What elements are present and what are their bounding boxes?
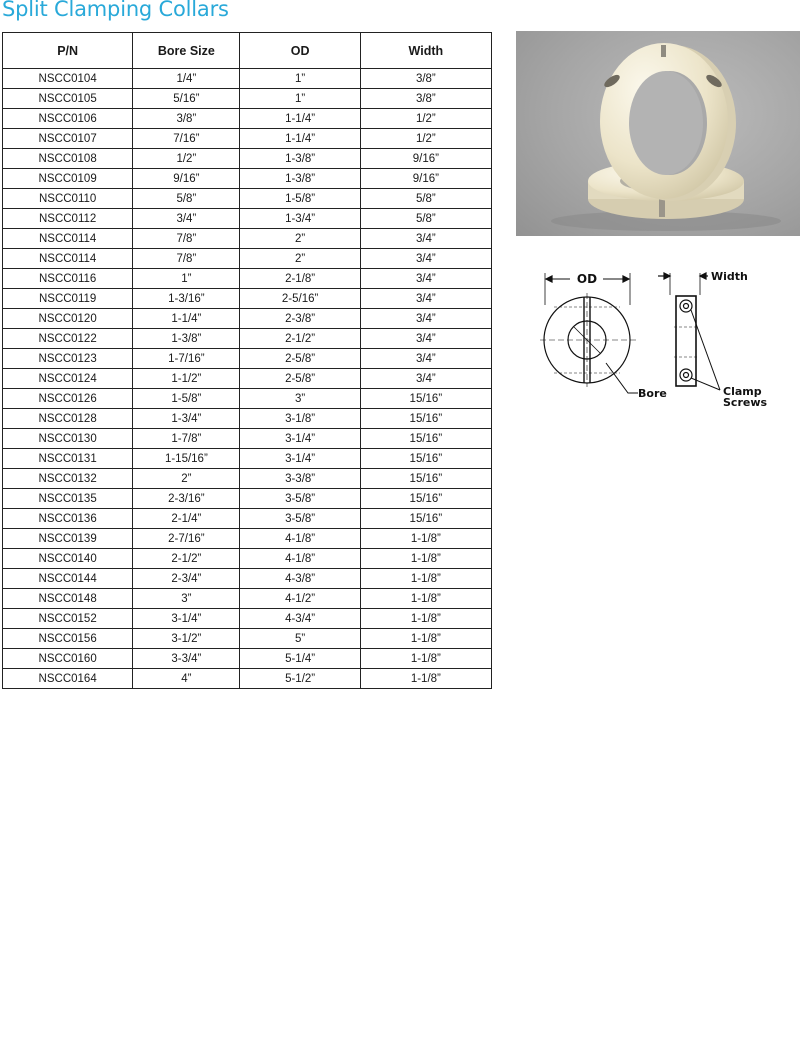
table-row bbox=[3, 249, 492, 269]
table-row bbox=[3, 589, 492, 609]
cell-width: 3/4” bbox=[360, 249, 491, 269]
cell-pn: NSCC0120 bbox=[3, 309, 133, 329]
cell-bore-size: 1-1/2” bbox=[133, 369, 240, 389]
cell-pn: NSCC0114 bbox=[3, 249, 133, 269]
cell-pn: NSCC0160 bbox=[3, 649, 133, 669]
cell-width: 3/8” bbox=[360, 69, 491, 89]
header-pn: P/N bbox=[3, 33, 133, 69]
cell-od: 3-1/4” bbox=[240, 449, 360, 469]
cell-pn: NSCC0123 bbox=[3, 349, 133, 369]
cell-width: 15/16” bbox=[360, 409, 491, 429]
table-row bbox=[3, 209, 492, 229]
cell-bore-size: 2-1/2” bbox=[133, 549, 240, 569]
cell-width: 1-1/8” bbox=[360, 669, 491, 689]
cell-width: 3/4” bbox=[360, 329, 491, 349]
cell-width: 3/4” bbox=[360, 269, 491, 289]
cell-bore-size: 7/16” bbox=[133, 129, 240, 149]
cell-od: 1-1/4” bbox=[240, 109, 360, 129]
cell-width: 3/4” bbox=[360, 369, 491, 389]
cell-od: 2-5/16” bbox=[240, 289, 360, 309]
cell-bore-size: 1-3/4” bbox=[133, 409, 240, 429]
cell-width: 15/16” bbox=[360, 489, 491, 509]
cell-pn: NSCC0110 bbox=[3, 189, 133, 209]
table-row bbox=[3, 429, 492, 449]
cell-width: 15/16” bbox=[360, 389, 491, 409]
table-row bbox=[3, 289, 492, 309]
cell-od: 2-5/8” bbox=[240, 349, 360, 369]
spec-table bbox=[2, 32, 492, 689]
cell-pn: NSCC0131 bbox=[3, 449, 133, 469]
cell-bore-size: 1-1/4” bbox=[133, 309, 240, 329]
cell-pn: NSCC0122 bbox=[3, 329, 133, 349]
header-od: OD bbox=[240, 33, 360, 69]
cell-pn: NSCC0140 bbox=[3, 549, 133, 569]
cell-pn: NSCC0107 bbox=[3, 129, 133, 149]
cell-width: 1/2” bbox=[360, 129, 491, 149]
table-row bbox=[3, 189, 492, 209]
table-row bbox=[3, 389, 492, 409]
cell-od: 4-3/8” bbox=[240, 569, 360, 589]
cell-od: 3-5/8” bbox=[240, 489, 360, 509]
cell-bore-size: 2-3/4” bbox=[133, 569, 240, 589]
cell-od: 2-1/2” bbox=[240, 329, 360, 349]
table-row bbox=[3, 149, 492, 169]
cell-bore-size: 2-3/16” bbox=[133, 489, 240, 509]
cell-bore-size: 7/8” bbox=[133, 229, 240, 249]
cell-width: 9/16” bbox=[360, 149, 491, 169]
table-row bbox=[3, 569, 492, 589]
cell-od: 4-3/4” bbox=[240, 609, 360, 629]
cell-pn: NSCC0119 bbox=[3, 289, 133, 309]
cell-pn: NSCC0105 bbox=[3, 89, 133, 109]
cell-od: 3” bbox=[240, 389, 360, 409]
cell-bore-size: 4” bbox=[133, 669, 240, 689]
cell-bore-size: 3-3/4” bbox=[133, 649, 240, 669]
cell-bore-size: 5/8” bbox=[133, 189, 240, 209]
cell-pn: NSCC0108 bbox=[3, 149, 133, 169]
cell-pn: NSCC0104 bbox=[3, 69, 133, 89]
cell-bore-size: 2” bbox=[133, 469, 240, 489]
cell-width: 1-1/8” bbox=[360, 529, 491, 549]
collar-diagram bbox=[540, 265, 795, 410]
cell-bore-size: 1-7/16” bbox=[133, 349, 240, 369]
cell-width: 3/4” bbox=[360, 289, 491, 309]
clamp-label-line2: Screws bbox=[723, 396, 768, 409]
cell-od: 1-5/8” bbox=[240, 189, 360, 209]
cell-bore-size: 1-7/8” bbox=[133, 429, 240, 449]
cell-pn: NSCC0116 bbox=[3, 269, 133, 289]
table-row bbox=[3, 269, 492, 289]
cell-pn: NSCC0126 bbox=[3, 389, 133, 409]
cell-bore-size: 3/4” bbox=[133, 209, 240, 229]
cell-od: 1” bbox=[240, 69, 360, 89]
cell-width: 15/16” bbox=[360, 429, 491, 449]
cell-width: 1/2” bbox=[360, 109, 491, 129]
cell-od: 4-1/2” bbox=[240, 589, 360, 609]
table-row bbox=[3, 529, 492, 549]
table-row bbox=[3, 629, 492, 649]
table-row bbox=[3, 309, 492, 329]
cell-od: 2” bbox=[240, 249, 360, 269]
cell-od: 2-1/8” bbox=[240, 269, 360, 289]
cell-od: 2” bbox=[240, 229, 360, 249]
cell-pn: NSCC0164 bbox=[3, 669, 133, 689]
cell-width: 15/16” bbox=[360, 449, 491, 469]
cell-bore-size: 3/8” bbox=[133, 109, 240, 129]
cell-bore-size: 1-3/16” bbox=[133, 289, 240, 309]
cell-width: 1-1/8” bbox=[360, 609, 491, 629]
cell-width: 1-1/8” bbox=[360, 549, 491, 569]
table-row bbox=[3, 609, 492, 629]
cell-od: 4-1/8” bbox=[240, 549, 360, 569]
table-row bbox=[3, 169, 492, 189]
table-row bbox=[3, 409, 492, 429]
table-row bbox=[3, 69, 492, 89]
table-row bbox=[3, 449, 492, 469]
cell-bore-size: 5/16” bbox=[133, 89, 240, 109]
table-row bbox=[3, 509, 492, 529]
cell-width: 9/16” bbox=[360, 169, 491, 189]
cell-od: 3-5/8” bbox=[240, 509, 360, 529]
cell-bore-size: 1-5/8” bbox=[133, 389, 240, 409]
width-label: Width bbox=[711, 270, 748, 283]
cell-od: 1-3/8” bbox=[240, 169, 360, 189]
cell-bore-size: 1-15/16” bbox=[133, 449, 240, 469]
cell-width: 3/4” bbox=[360, 229, 491, 249]
table-row bbox=[3, 489, 492, 509]
table-row bbox=[3, 369, 492, 389]
cell-width: 5/8” bbox=[360, 189, 491, 209]
cell-od: 5” bbox=[240, 629, 360, 649]
cell-bore-size: 1-3/8” bbox=[133, 329, 240, 349]
table-row bbox=[3, 89, 492, 109]
cell-od: 1-1/4” bbox=[240, 129, 360, 149]
table-row bbox=[3, 329, 492, 349]
cell-pn: NSCC0109 bbox=[3, 169, 133, 189]
cell-width: 1-1/8” bbox=[360, 589, 491, 609]
od-label: OD bbox=[576, 272, 598, 286]
cell-od: 1-3/8” bbox=[240, 149, 360, 169]
cell-bore-size: 1/4” bbox=[133, 69, 240, 89]
cell-od: 3-3/8” bbox=[240, 469, 360, 489]
cell-pn: NSCC0156 bbox=[3, 629, 133, 649]
cell-bore-size: 2-7/16” bbox=[133, 529, 240, 549]
header-width: Width bbox=[360, 33, 491, 69]
cell-od: 2-5/8” bbox=[240, 369, 360, 389]
cell-width: 1-1/8” bbox=[360, 569, 491, 589]
clamp-label-line1: Clamp bbox=[723, 385, 762, 398]
cell-width: 15/16” bbox=[360, 469, 491, 489]
cell-od: 1” bbox=[240, 89, 360, 109]
cell-bore-size: 7/8” bbox=[133, 249, 240, 269]
table-row bbox=[3, 649, 492, 669]
cell-od: 1-3/4” bbox=[240, 209, 360, 229]
table-row bbox=[3, 349, 492, 369]
cell-pn: NSCC0124 bbox=[3, 369, 133, 389]
cell-od: 4-1/8” bbox=[240, 529, 360, 549]
table-row bbox=[3, 109, 492, 129]
table-row bbox=[3, 549, 492, 569]
cell-width: 3/8” bbox=[360, 89, 491, 109]
bore-label: Bore bbox=[638, 387, 667, 400]
cell-bore-size: 1/2” bbox=[133, 149, 240, 169]
cell-bore-size: 2-1/4” bbox=[133, 509, 240, 529]
cell-pn: NSCC0128 bbox=[3, 409, 133, 429]
cell-od: 5-1/4” bbox=[240, 649, 360, 669]
product-photo bbox=[516, 31, 800, 236]
cell-pn: NSCC0139 bbox=[3, 529, 133, 549]
cell-od: 5-1/2” bbox=[240, 669, 360, 689]
cell-od: 3-1/8” bbox=[240, 409, 360, 429]
cell-pn: NSCC0136 bbox=[3, 509, 133, 529]
cell-pn: NSCC0132 bbox=[3, 469, 133, 489]
table-body bbox=[3, 69, 492, 689]
table-row bbox=[3, 229, 492, 249]
cell-pn: NSCC0135 bbox=[3, 489, 133, 509]
cell-pn: NSCC0144 bbox=[3, 569, 133, 589]
cell-bore-size: 9/16” bbox=[133, 169, 240, 189]
cell-width: 5/8” bbox=[360, 209, 491, 229]
table-header-row bbox=[3, 33, 492, 69]
collars-image bbox=[516, 31, 800, 236]
cell-pn: NSCC0112 bbox=[3, 209, 133, 229]
cell-od: 3-1/4” bbox=[240, 429, 360, 449]
cell-bore-size: 3-1/2” bbox=[133, 629, 240, 649]
cell-pn: NSCC0148 bbox=[3, 589, 133, 609]
cell-pn: NSCC0130 bbox=[3, 429, 133, 449]
cell-width: 15/16” bbox=[360, 509, 491, 529]
cell-width: 1-1/8” bbox=[360, 629, 491, 649]
cell-bore-size: 1” bbox=[133, 269, 240, 289]
cell-pn: NSCC0114 bbox=[3, 229, 133, 249]
header-bore-size: Bore Size bbox=[133, 33, 240, 69]
table-row bbox=[3, 129, 492, 149]
cell-od: 2-3/8” bbox=[240, 309, 360, 329]
cell-width: 3/4” bbox=[360, 309, 491, 329]
cell-width: 3/4” bbox=[360, 349, 491, 369]
cell-bore-size: 3” bbox=[133, 589, 240, 609]
page-title: Split Clamping Collars bbox=[2, 0, 229, 21]
cell-width: 1-1/8” bbox=[360, 649, 491, 669]
cell-pn: NSCC0106 bbox=[3, 109, 133, 129]
cell-bore-size: 3-1/4” bbox=[133, 609, 240, 629]
table-row bbox=[3, 469, 492, 489]
cell-pn: NSCC0152 bbox=[3, 609, 133, 629]
table-row bbox=[3, 669, 492, 689]
